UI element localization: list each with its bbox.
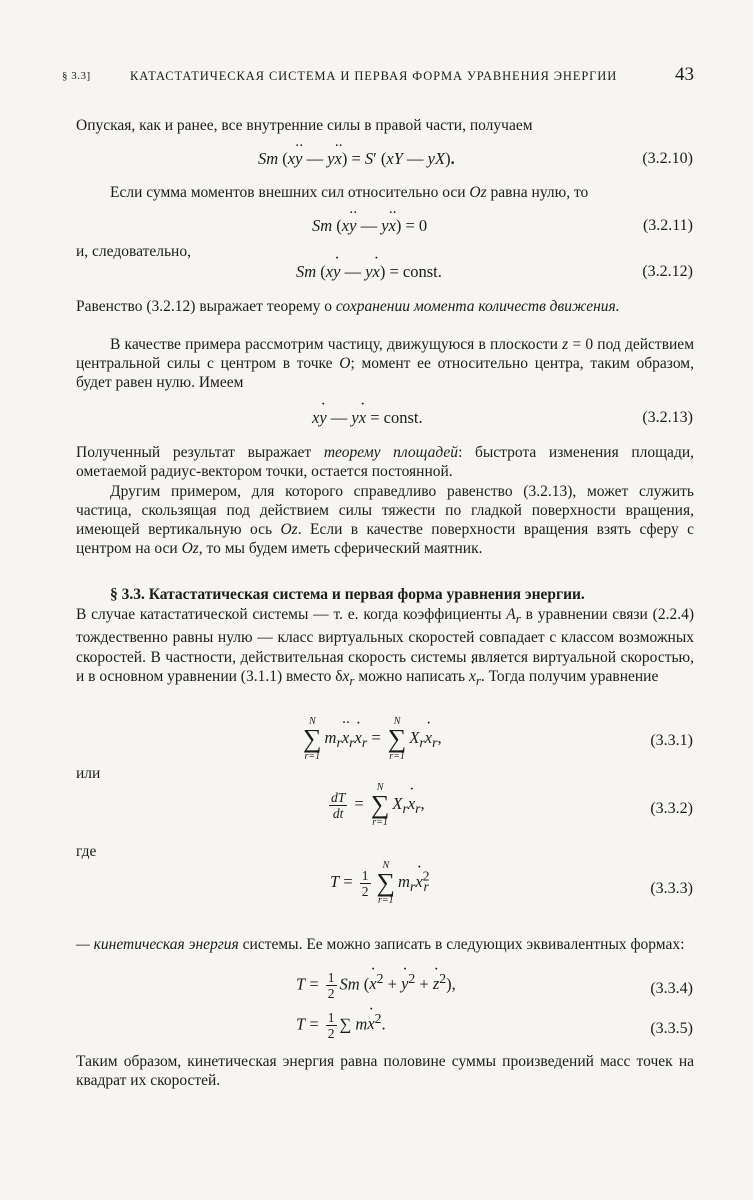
sum-4: N ∑ r=1 (376, 860, 396, 906)
p8-text-b: в уравнении связи (2.2.4) тождественно равны нулю — класс виртуальных скоростей совпадает с классом возможных скоростей. В частности, действительная скорость системы является виртуальной скоростью, и в основном уравнении (3.1.1) вместо δ (76, 606, 694, 685)
eq-3-2-11-number: (3.2.11) (642, 217, 693, 234)
p7-text-a: Другим примером, для которого справедливо равенство (3.2.13), может служить частица, скользящая под действием силы тяжести по гладкой поверхности вращения, имеющей вертикальную ось (76, 483, 694, 538)
p1-text: Опуская, как и ранее, все внутренние силы в правой части, получаем (76, 117, 533, 134)
p6-text-b: : быстрота изменения площади, ометаемой радиус-вектором точки, остается постоянной. (76, 444, 694, 480)
p7-text-c: , то мы будем иметь сферический маятник. (198, 540, 483, 557)
p9-text: системы. Ее можно записать в следующих эквивалентных формах: (242, 936, 685, 953)
eq-3-2-12-body: Sm (xy · — yx ·) = const. (296, 257, 442, 287)
paragraph-8: В случае катастатической системы — т. е. когда коэффициенты $A_r$ в уравнении связи (2.2.4) тождественно равны нулю — класс виртуальных скоростей совпадает с классом возможных скоростей. В частности, действительная скорость системы является виртуальной скоростью, и в основном уравнении (3.1.1) вместо $\delta x_r$ можно написать $x \cdot_r$. Тогда получим уравнение (76, 605, 694, 690)
eq-3-2-12-number: (3.2.12) (642, 263, 693, 280)
p2-var: Oz (469, 184, 487, 201)
p5-z: z (562, 336, 569, 353)
frac-den: 2 (327, 986, 335, 1001)
where-text: где (76, 843, 97, 860)
equation-3-3-5 (0, 1010, 753, 1050)
word-where (76, 842, 694, 861)
paragraph-9 (76, 935, 694, 954)
eq-3-3-5-number: (3.3.5) (650, 1020, 693, 1037)
eq-3-2-13-body: xy · — yx · = const. (312, 403, 423, 433)
eq-3-3-2-body: $\frac{dT}{dt}$ = N ∑ r=1 $X_rx \cdot_r$, (326, 782, 425, 828)
frac-num: 1 (361, 867, 369, 883)
eq-3-3-1-number: (3.3.1) (650, 732, 693, 749)
equation-3-3-1 (0, 716, 753, 766)
frac-num: 1 (327, 1010, 335, 1025)
p7-text-b: . Если в качестве поверхности вращения взять сферу с центром на оси (76, 521, 695, 557)
paragraph-5 (76, 335, 694, 392)
frac-half (360, 868, 371, 899)
p4-text: Равенство (3.2.12) выражает теорему о (76, 298, 333, 315)
word-or (76, 764, 694, 783)
section-title-text: § 3.3. Катастатическая система и первая форма уравнения энергии. (110, 586, 585, 603)
p9-emphasis: — кинетическая энергия (76, 936, 239, 953)
or-text: или (76, 765, 101, 782)
section-3-3-title (76, 585, 694, 604)
sum-3: N ∑ r=1 (370, 782, 390, 828)
eq-3-2-10-number: (3.2.10) (642, 150, 693, 167)
equation-3-3-3 (0, 860, 753, 916)
sum-lower: r=1 (389, 751, 405, 762)
frac-dT-dt (329, 790, 347, 821)
sum-upper: N (382, 860, 390, 871)
paragraph-4 (76, 297, 694, 316)
eq-3-3-2-number: (3.3.2) (650, 800, 693, 817)
sum-lower: r=1 (372, 817, 388, 828)
frac-half (326, 970, 337, 1001)
p6-emphasis: теорему площадей (323, 444, 459, 461)
sum-1: N ∑ r=1 (303, 716, 322, 762)
paragraph-1 (76, 116, 694, 135)
equation-3-3-2 (0, 782, 753, 838)
sum-upper: N (308, 716, 316, 727)
p5-text-c: ; момент ее относительно центра, таким образом, будет равен нулю. Имеем (76, 355, 694, 391)
p10-text: Таким образом, кинетическая энергия равна половине суммы произведений масс точек на квадрат их скоростей. (76, 1053, 694, 1089)
p8-text-c: можно написать (358, 667, 466, 685)
p8-text-d: . Тогда получим уравнение (480, 667, 659, 685)
eq-3-2-10-body: Sm (xy ·· — yx ··) = S′ (xY — yX). (258, 144, 455, 174)
p8-A: A (506, 606, 516, 623)
p8-text-a: В случае катастатической системы — т. е. когда коэффициенты (76, 606, 502, 623)
sum-upper: N (393, 716, 401, 727)
p8-x: x (342, 667, 350, 685)
equation-3-3-4 (0, 970, 753, 1010)
p2-end: равна нулю, то (490, 184, 589, 201)
header-section: § 3.3] (62, 70, 91, 82)
p8-r: r (515, 611, 521, 627)
p8-r2: r (349, 673, 355, 689)
frac-den: 2 (327, 1026, 335, 1041)
eq-3-3-3-number: (3.3.3) (650, 880, 693, 897)
sum-2: N ∑ r=1 (387, 716, 407, 762)
equation-3-2-10 (0, 144, 753, 176)
eq-3-3-1-body: N ∑ r=1 $m_rx \cdot\cdot_rx \cdot_r$ = N ∑ r=1 $X_rx \cdot_r$, (300, 716, 442, 762)
p7-oz-2: Oz (181, 540, 199, 557)
page-number: 43 (675, 64, 694, 85)
paragraph-2 (76, 183, 694, 202)
sum-upper: N (376, 782, 384, 793)
eq-3-3-3-body: T = $\frac{1}{2}$ N ∑ r=1 $m_rx \cdot^2_r$ (330, 860, 429, 906)
p2-text: Если сумма моментов внешних сил относительно оси (110, 184, 466, 201)
p5-O: O (339, 355, 351, 372)
p4-emphasis: сохранении момента количеств движения. (335, 298, 620, 315)
eq-3-2-11-body: Sm (xy ·· — yx ··) = 0 (312, 211, 427, 241)
running-header (62, 66, 694, 90)
p3-text: и, следовательно, (76, 243, 191, 260)
p6-text-a: Полученный результат выражает (76, 444, 312, 461)
paragraph-6 (76, 443, 694, 481)
eq-3-3-4-body: T = $\frac{1}{2}$ Sm (x ·$^2$ + y ·$^2$ + z ·$^2$), (296, 970, 456, 1001)
equation-3-2-12 (0, 257, 753, 289)
eq-3-3-4-number: (3.3.4) (650, 980, 693, 997)
p5-text-b: = 0 под действием центральной силы с центром в точке (76, 336, 694, 372)
paragraph-10 (76, 1052, 694, 1090)
frac-half (326, 1010, 337, 1041)
sum-lower: r=1 (304, 751, 321, 762)
frac-den: dt (332, 805, 344, 821)
paragraph-7 (76, 482, 694, 558)
header-title: КАТАСТАТИЧЕСКАЯ СИСТЕМА И ПЕРВАЯ ФОРМА УРАВНЕНИЯ ЭНЕРГИИ (130, 69, 618, 83)
eq-3-2-12-const: const. (402, 262, 442, 281)
sum-lower: r=1 (377, 895, 394, 906)
frac-den: 2 (361, 883, 369, 899)
equation-3-2-13 (0, 403, 753, 435)
p5-text-a: В качестве примера рассмотрим частицу, движущуюся в плоскости (110, 336, 558, 353)
frac-num: dT (331, 789, 346, 805)
eq-3-2-13-const: const. (383, 408, 423, 427)
equation-3-2-11 (0, 211, 753, 243)
eq-3-3-5-body: T = $\frac{1}{2}$ ∑ mx ·$^2$. (296, 1010, 386, 1041)
eq-3-2-13-number: (3.2.13) (642, 409, 693, 426)
frac-num: 1 (327, 970, 335, 985)
p7-oz-1: Oz (280, 521, 298, 538)
